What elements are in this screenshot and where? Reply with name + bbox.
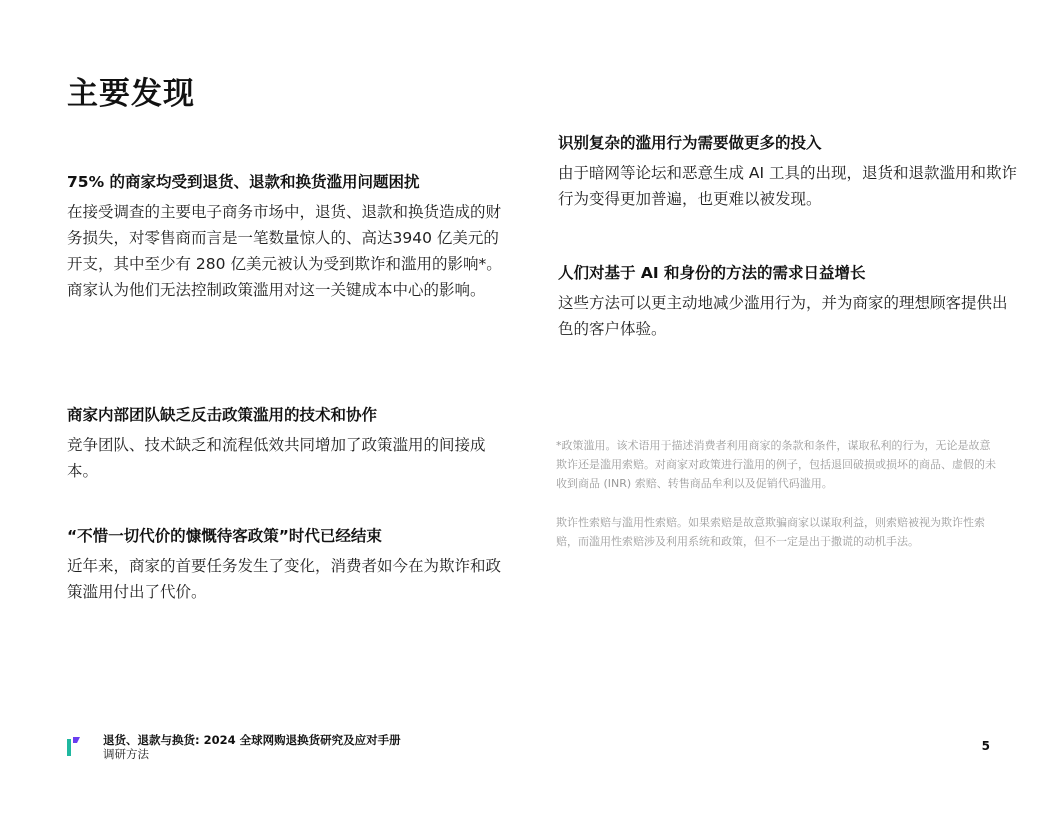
finding-heading: “不惜一切代价的慷慨待客政策”时代已经结束 — [67, 527, 382, 545]
finding-merchants-affected — [67, 169, 507, 303]
finding-heading: 商家内部团队缺乏反击政策滥用的技术和协作 — [67, 406, 378, 424]
brand-logo-icon — [66, 735, 82, 757]
finding-body: 近年来，商家的首要任务发生了变化，消费者如今在为欺诈和政策滥用付出了代价。 — [67, 557, 502, 601]
finding-body: 在接受调查的主要电子商务市场中，退货、退款和换货造成的财务损失，对零售商而言是一笔数量惊人的、高达3940 亿美元的开支，其中至少有 280 亿美元被认为受到欺诈和滥用的影响*。商家认为他们无法控制政策滥用对这一关键成本中心的影响。 — [67, 203, 502, 299]
footnote-policy-abuse: *政策滥用。该术语用于描述消费者利用商家的条款和条件，谋取私利的行为，无论是故意欺诈还是滥用索赔。对商家对政策进行滥用的例子，包括退回破损或损坏的商品、虚假的未收到商品 (INR) 索赔、转售商品牟利以及促销代码滥用。 — [556, 439, 996, 490]
footer-title: 退货、退款与换货: 2024 全球网购退换货研究及应对手册 — [103, 733, 401, 747]
footnote-fraud-vs-abuse: 欺诈性索赔与滥用性索赔。如果索赔是故意欺骗商家以谋取利益，则索赔被视为欺诈性索赔，而滥用性索赔涉及利用系统和政策，但不一定是出于撒谎的动机手法。 — [556, 516, 985, 548]
finding-generous-policy-era — [67, 523, 507, 605]
finding-ai-identity-demand — [558, 260, 1018, 342]
finding-investment-needed — [558, 130, 1018, 212]
finding-heading: 人们对基于 AI 和身份的方法的需求日益增长 — [558, 264, 866, 282]
footer-subtitle: 调研方法 — [103, 747, 149, 761]
finding-heading: 识别复杂的滥用行为需要做更多的投入 — [558, 134, 822, 152]
page-title: 主要发现 — [67, 76, 195, 112]
finding-team-collaboration — [67, 402, 507, 484]
page-number: 5 — [981, 739, 990, 753]
page-footer — [66, 733, 996, 763]
finding-body: 竞争团队、技术缺乏和流程低效共同增加了政策滥用的间接成本。 — [67, 436, 486, 480]
finding-heading: 75% 的商家均受到退货、退款和换货滥用问题困扰 — [67, 173, 420, 191]
finding-body: 这些方法可以更主动地减少滥用行为，并为商家的理想顾客提供出色的客户体验。 — [558, 294, 1008, 338]
finding-body: 由于暗网等论坛和恶意生成 AI 工具的出现，退货和退款滥用和欺诈行为变得更加普遍，也更难以被发现。 — [558, 164, 1018, 208]
